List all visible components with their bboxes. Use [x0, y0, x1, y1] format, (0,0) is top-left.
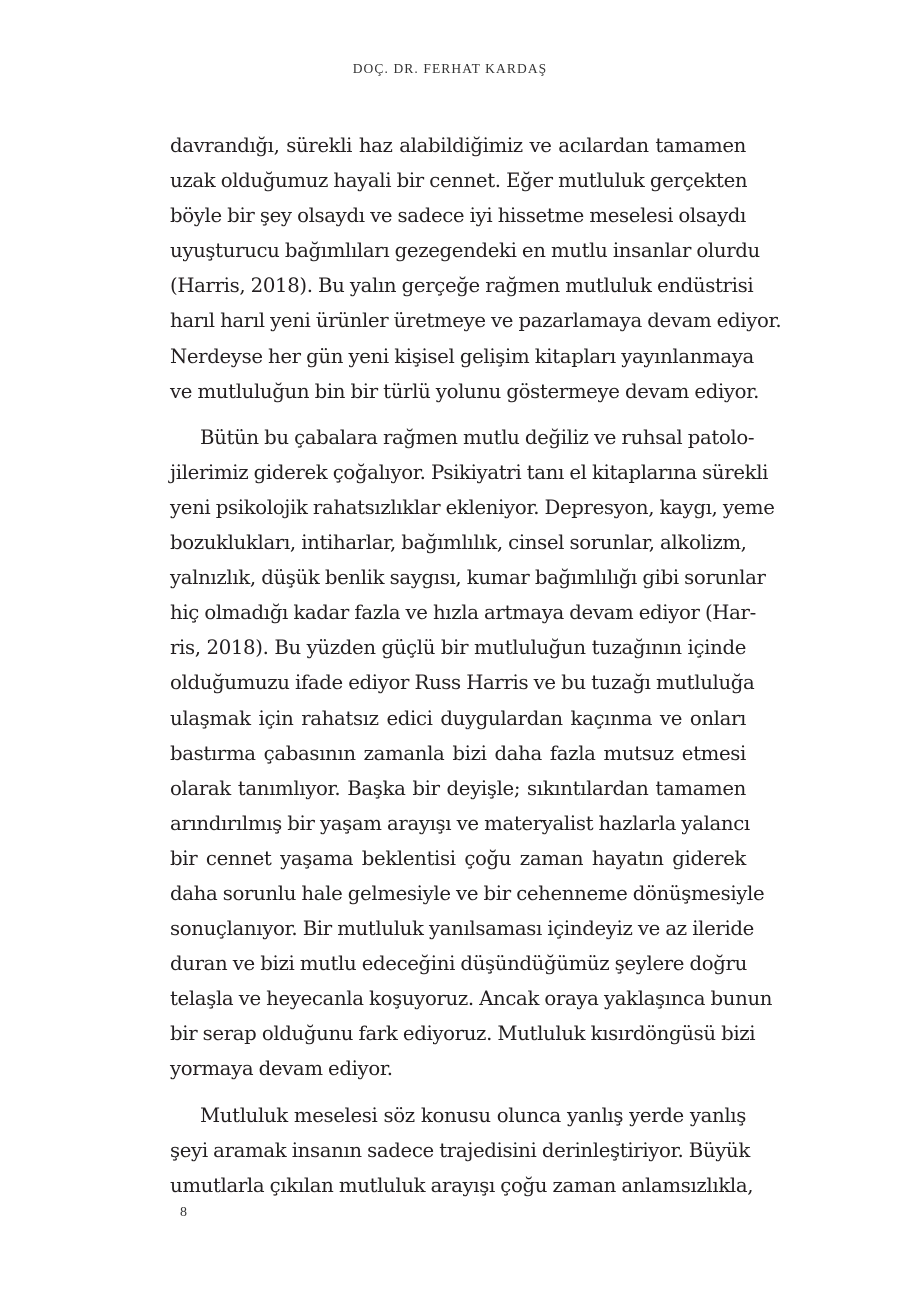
text-line: harıl harıl yeni ürünler üretmeye ve pazarlamaya devam ediyor. [170, 309, 782, 333]
text-line: uzak olduğumuz hayali bir cennet. Eğer mutluluk gerçekten [170, 169, 748, 193]
text-line: davrandığı, sürekli haz alabildiğimiz ve acılardan tamamen [170, 134, 746, 157]
body-text [170, 128, 782, 1203]
text-line: yeni psikolojik rahatsızlıklar ekleniyor. Depresyon, kaygı, yeme [170, 495, 775, 519]
paragraph-2 [170, 420, 775, 1087]
text-line: Bütün bu çabalara rağmen mutlu değiliz ve ruhsal patolo- [200, 425, 755, 449]
text-line: ulaşmak için rahatsız edici duygulardan kaçınma ve onları [170, 706, 746, 730]
text-line: olduğumuzu ifade ediyor Russ Harris ve bu tuzağı mutluluğa [170, 671, 755, 695]
text-line: arındırılmış bir yaşam arayışı ve materyalist hazlarla yalancı [170, 811, 750, 835]
text-line: daha sorunlu hale gelmesiyle ve bir cehenneme dönüşmesiyle [170, 881, 765, 905]
text-line: telaşla ve heyecanla koşuyoruz. Ancak oraya yaklaşınca bunun [170, 987, 773, 1011]
text-line: uyuşturucu bağımlıları gezegendeki en mutlu insanlar olurdu [170, 239, 760, 263]
text-line: bir serap olduğunu fark ediyoruz. Mutluluk kısırdöngüsü bizi [170, 1022, 756, 1046]
running-header: DOÇ. DR. FERHAT KARDAŞ [352, 61, 548, 76]
text-line: yalnızlık, düşük benlik saygısı, kumar bağımlılığı gibi sorunlar [170, 566, 766, 590]
paragraph-1 [170, 128, 782, 409]
text-line: şeyi aramak insanın sadece trajedisini derinleştiriyor. Büyük [170, 1138, 750, 1162]
text-line: bozuklukları, intiharlar, bağımlılık, cinsel sorunlar, alkolizm, [170, 531, 747, 555]
text-line: olarak tanımlıyor. Başka bir deyişle; sıkıntılardan tamamen [170, 776, 746, 800]
text-line: Nerdeyse her gün yeni kişisel gelişim kitapları yayınlanmaya [170, 344, 754, 368]
text-line: ve mutluluğun bin bir türlü yolunu göstermeye devam ediyor. [170, 379, 759, 403]
text-line: bastırma çabasının zamanla bizi daha fazla mutsuz etmesi [170, 741, 746, 765]
text-line: böyle bir şey olsaydı ve sadece iyi hissetme meselesi olsaydı [170, 204, 746, 228]
text-line: sonuçlanıyor. Bir mutluluk yanılsaması içindeyiz ve az ileride [170, 917, 754, 941]
text-line: bir cennet yaşama beklentisi çoğu zaman hayatın giderek [170, 846, 746, 870]
text-line: yormaya devam ediyor. [170, 1057, 393, 1081]
text-line: duran ve bizi mutlu edeceğini düşündüğümüz şeylere doğru [170, 952, 747, 976]
text-line: (Harris, 2018). Bu yalın gerçeğe rağmen mutluluk endüstrisi [170, 274, 754, 298]
page-number: 8 [180, 1205, 187, 1220]
text-line: umutlarla çıkılan mutluluk arayışı çoğu zaman anlamsızlıkla, [170, 1173, 754, 1197]
text-line: jilerimiz giderek çoğalıyor. Psikiyatri tanı el kitaplarına sürekli [170, 460, 769, 484]
text-line: ris, 2018). Bu yüzden güçlü bir mutluluğun tuzağının içinde [170, 636, 746, 660]
text-line: hiç olmadığı kadar fazla ve hızla artmaya devam ediyor (Har- [170, 601, 756, 625]
text-line: Mutluluk meselesi söz konusu olunca yanlış yerde yanlış [200, 1103, 746, 1127]
paragraph-3 [170, 1098, 754, 1203]
